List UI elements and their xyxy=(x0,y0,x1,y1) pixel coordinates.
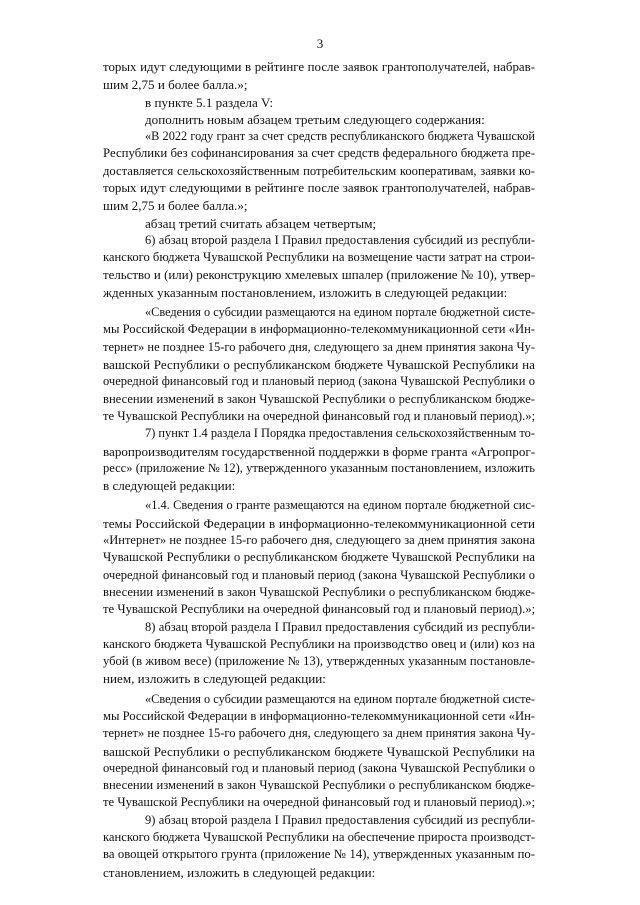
text-line: нием, изложить в следующей редакции: xyxy=(103,671,326,687)
text-line: темы Российской Федерации в информационно-телекоммуникационной сети xyxy=(103,515,535,531)
text-line: торых идут следующими в рейтинге после заявок грантополучателей, набрав- xyxy=(103,181,535,196)
text-line: тернет» не позднее 15-го рабочего дня, следующего за днем принятия закона Чу- xyxy=(103,726,535,741)
text-line: мы Российской Федерации в информационно-телекоммуникационной сети «Ин- xyxy=(103,708,535,723)
text-line: 7) пункт 1.4 раздела I Порядка предоставления сельскохозяйственным то- xyxy=(145,426,535,441)
text-line: ресс» (приложение № 12), утвержденного указанным постановлением, изложить xyxy=(103,460,535,475)
text-line: шим 2,75 и более балла.»; xyxy=(103,77,248,93)
text-line: очередной финансовый год и плановый период (закона Чувашской Республики о xyxy=(103,760,535,775)
text-line: те Чувашской Республики на очередной финансовый год и плановый период).»; xyxy=(103,408,536,423)
text-line: 9) абзац второй раздела I Правил предоставления субсидий из республи- xyxy=(145,812,535,827)
text-line: внесении изменений в закон Чувашской Республики о республиканском бюдже- xyxy=(103,391,535,406)
text-line: 8) абзац второй раздела I Правил предоставления субсидий из республи- xyxy=(145,619,535,634)
text-line: Чувашской Республики о республиканском бюджете Чувашской Республики на xyxy=(103,550,535,565)
text-line: «Сведения о субсидии размещаются на едином портале бюджетной систе- xyxy=(145,691,535,706)
text-line: очередной финансовый год и плановый период (закона Чувашской Республики о xyxy=(103,374,535,389)
text-line: те Чувашской Республики на очередной финансовый год и плановый период).»; xyxy=(103,602,536,617)
text-line: канского бюджета Чувашской Республики на обеспечение прироста производст- xyxy=(103,830,536,845)
text-line: «Сведения о субсидии размещаются на едином портале бюджетной систе- xyxy=(145,305,535,320)
text-line: «В 2022 году грант за счет средств республиканского бюджета Чувашской xyxy=(145,129,535,144)
text-line: ва овощей открытого грунта (приложение № 14), утвержденных указанным по- xyxy=(103,847,535,862)
text-line: те Чувашской Республики на очередной финансовый год и плановый период).»; xyxy=(103,795,536,810)
text-line: шим 2,75 и более балла.»; xyxy=(103,198,248,214)
text-line: 6) абзац второй раздела I Правил предоставления субсидий из республи- xyxy=(145,232,535,247)
text-line: в пункте 5.1 раздела V: xyxy=(145,94,274,110)
text-line: Республики без софинансирования за счет средств федерального бюджета пре- xyxy=(103,146,535,161)
text-line: «1.4. Сведения о гранте размещаются на едином портале бюджетной сис- xyxy=(145,498,535,513)
text-line: тельство и (или) реконструкцию хмелевых шпалер (приложение № 10), утвер- xyxy=(103,267,535,282)
text-line: внесении изменений в закон Чувашской Республики о республиканском бюдже- xyxy=(103,584,535,599)
text-line: «Интернет» не позднее 15-го рабочего дня, следующего за днем принятия закона xyxy=(103,533,535,548)
text-line: дополнить новым абзацем третьим следующего содержания: xyxy=(145,111,485,127)
text-line: внесении изменений в закон Чувашской Республики о республиканском бюдже- xyxy=(103,778,535,793)
text-line: абзац третий считать абзацем четвертым; xyxy=(145,215,377,231)
text-line: тернет» не позднее 15-го рабочего дня, следующего за днем принятия закона Чу- xyxy=(103,339,535,354)
text-line: убой (в живом весе) (приложение № 13), утвержденных указанным постановле- xyxy=(103,654,535,669)
document-body xyxy=(103,59,535,881)
page-number: 3 xyxy=(316,36,324,51)
text-line: мы Российской Федерации в информационно-телекоммуникационной сети «Ин- xyxy=(103,322,535,337)
text-line: вашской Республики о республиканском бюджете Чувашской Республики на xyxy=(103,357,535,373)
text-line: очередной финансовый год и плановый период (закона Чувашской Республики о xyxy=(103,567,535,582)
text-line: доставляется сельскохозяйственным потребительским кооперативам, заявки ко- xyxy=(103,163,535,178)
text-line: в следующей редакции: xyxy=(103,478,236,494)
text-line: становлением, изложить в следующей редакции: xyxy=(103,864,376,880)
text-line: торых идут следующими в рейтинге после заявок грантополучателей, набрав- xyxy=(103,60,535,74)
text-line: жденных указанным постановлением, изложить в следующей редакции: xyxy=(103,284,508,300)
text-line: вашской Республики о республиканском бюджете Чувашской Республики на xyxy=(103,743,535,759)
text-line: канского бюджета Чувашской Республики на возмещение части затрат на строи- xyxy=(103,250,535,265)
text-line: канского бюджета Чувашской Республики на производство овец и (или) коз на xyxy=(103,636,535,651)
text-line: варопроизводителям государственной поддержки в форме гранта «Агропрог- xyxy=(103,443,536,459)
